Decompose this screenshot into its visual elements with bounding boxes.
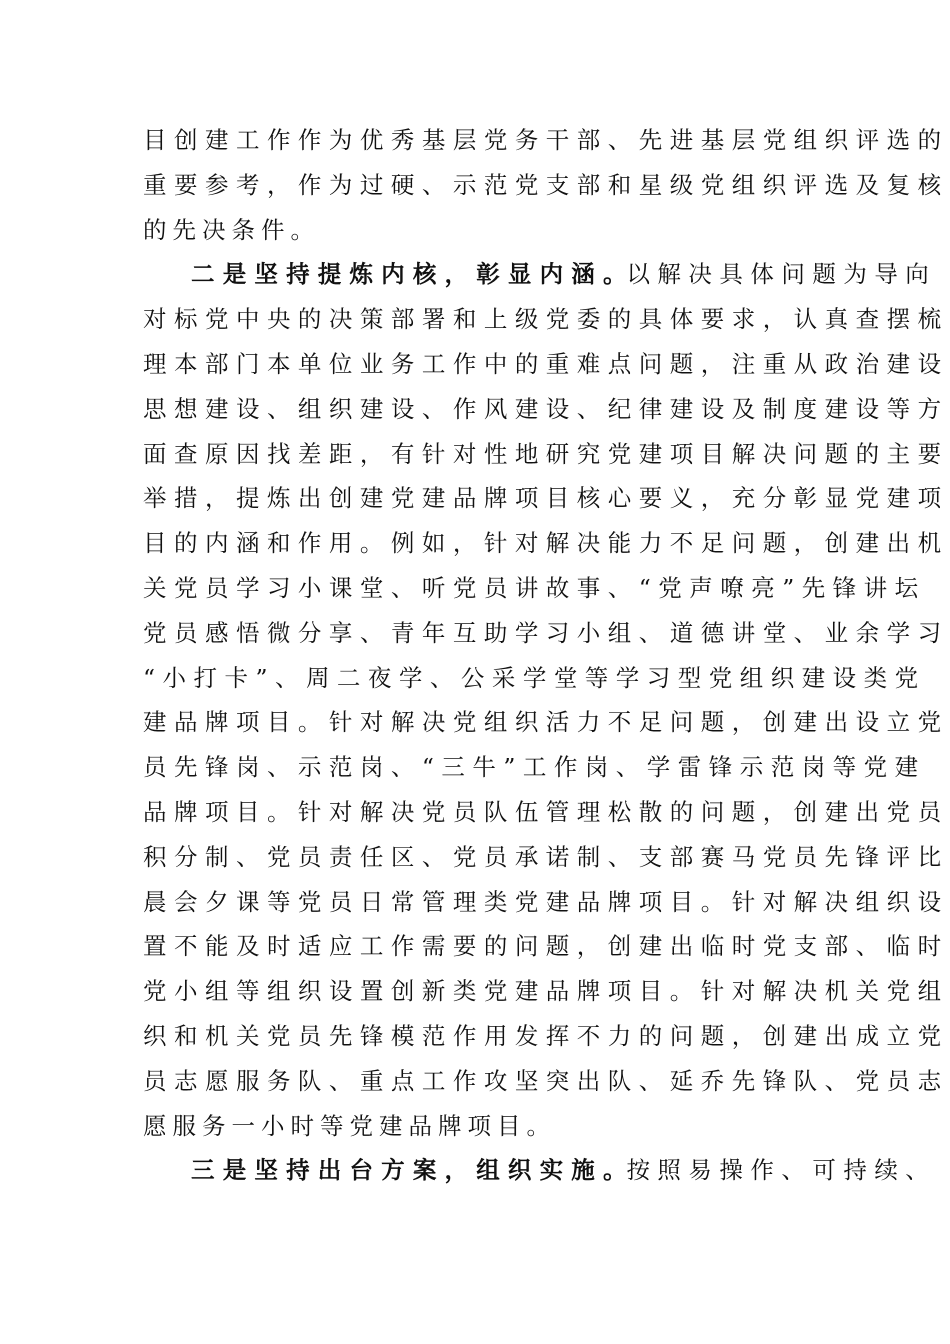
text-line xyxy=(143,252,929,297)
line-text: 员​ 志​ 愿​ 服​ 务​ 队​ 、​ 重​ 点​ 工​ 作​ 攻​ 坚​ 突​ 出​ 队​ 、​ 延​ 乔​ 先​ 锋​ 队​ 、​ 党​ 员​ 志 xyxy=(143,1066,942,1095)
line-text: 晨​ 会​ 夕​ 课​ 等​ 党​ 员​ 日​ 常​ 管​ 理​ 类​ 党​ 建​ 品​ 牌​ 项​ 目​ 。​ 针​ 对​ 解​ 决​ 组​ 织​ 设 xyxy=(143,887,942,916)
text-line xyxy=(143,835,942,880)
line-text: 积​ 分​ 制​ 、​ 党​ 员​ 责​ 任​ 区​ 、​ 党​ 员​ 承​ 诺​ 制​ 、​ 支​ 部​ 赛​ 马​ 党​ 员​ 先​ 锋​ 评​ 比 xyxy=(143,842,942,871)
line-text: 置​ 不​ 能​ 及​ 时​ 适​ 应​ 工​ 作​ 需​ 要​ 的​ 问​ 题​ ，​ 创​ 建​ 出​ 临​ 时​ 党​ 支​ 部​ 、​ 临​ 时 xyxy=(143,932,942,961)
line-text: 织​ 和​ 机​ 关​ 党​ 员​ 先​ 锋​ 模​ 范​ 作​ 用​ 发​ 挥​ 不​ 力​ 的​ 问​ 题​ ，​ 创​ 建​ 出​ 成​ 立​ 党 xyxy=(143,1021,942,1050)
paragraph xyxy=(143,1148,929,1193)
line-text: 以​ 解​ 决​ 具​ 体​ 问​ 题​ 为​ 导​ 向 xyxy=(626,260,929,289)
line-text: 目​ 创​ 建​ 工​ 作​ 作​ 为​ 优​ 秀​ 基​ 层​ 党​ 务​ 干​ 部​ 、​ 先​ 进​ 基​ 层​ 党​ 组​ 织​ 评​ 选​ 的 xyxy=(143,126,942,154)
paragraph-lead-heading: 三​ 是​ 坚​ 持​ 出​ 台​ 方​ 案​ ，​ 组​ 织​ 实​ 施​ 。 xyxy=(191,1156,627,1185)
text-line xyxy=(143,969,942,1014)
text-line xyxy=(143,208,805,253)
line-text: 思​ 想​ 建​ 设​ 、​ 组​ 织​ 建​ 设​ 、​ 作​ 风​ 建​ 设​ 、​ 纪​ 律​ 建​ 设​ 及​ 制​ 度​ 建​ 设​ 等​ 方 xyxy=(143,394,942,423)
line-text: 重​ 要​ 参​ 考​ ，​ 作​ 为​ 过​ 硬​ 、​ 示​ 范​ 党​ 支​ 部​ 和​ 星​ 级​ 党​ 组​ 织​ 评​ 选​ 及​ 复​ 核 xyxy=(143,170,942,199)
text-line xyxy=(143,476,942,521)
text-line xyxy=(143,656,919,701)
line-text: 的先决条件。 xyxy=(143,215,320,244)
text-line xyxy=(143,1014,942,1059)
line-text: 面​ 查​ 原​ 因​ 找​ 差​ 距​ ，​ 有​ 针​ 对​ 性​ 地​ 研​ 究​ 党​ 建​ 项​ 目​ 解​ 决​ 问​ 题​ 的​ 主​ 要 xyxy=(143,439,942,468)
paragraph-lead-heading: 二​ 是​ 坚​ 持​ 提​ 炼​ 内​ 核​ ，​ 彰​ 显​ 内​ 涵​ 。 xyxy=(191,260,627,289)
text-line xyxy=(143,611,942,656)
line-text: 建​ 品​ 牌​ 项​ 目​ 。​ 针​ 对​ 解​ 决​ 党​ 组​ 织​ 活​ 力​ 不​ 足​ 问​ 题​ ，​ 创​ 建​ 出​ 设​ 立​ 党 xyxy=(143,708,942,737)
text-line xyxy=(143,118,942,163)
line-text: 理​ 本​ 部​ 门​ 本​ 单​ 位​ 业​ 务​ 工​ 作​ 中​ 的​ 重​ 难​ 点​ 问​ 题​ ，​ 注​ 重​ 从​ 政​ 治​ 建​ 设 xyxy=(143,349,942,378)
line-text: 员​ 先​ 锋​ 岗​ 、​ 示​ 范​ 岗​ 、​ “​ 三​ 牛​ ”​ 工​ 作​ 岗​ 、​ 学​ 雷​ 锋​ 示​ 范​ 岗​ 等​ 党​ 建 xyxy=(143,753,919,782)
text-line xyxy=(143,521,942,566)
line-text: 举​ 措​ ，​ 提​ 炼​ 出​ 创​ 建​ 党​ 建​ 品​ 牌​ 项​ 目​ 核​ 心​ 要​ 义​ ，​ 充​ 分​ 彰​ 显​ 党​ 建​ 项 xyxy=(143,484,942,513)
text-line xyxy=(143,745,919,790)
text-line xyxy=(143,790,942,835)
text-line xyxy=(143,432,942,477)
line-text: 愿服务一小时等党建品牌项目。 xyxy=(143,1111,556,1140)
paragraph xyxy=(143,118,942,252)
line-text: “​ 小​ 打​ 卡​ ”​ 、​ 周​ 二​ 夜​ 学​ 、​ 公​ 采​ 学​ 堂​ 等​ 学​ 习​ 型​ 党​ 组​ 织​ 建​ 设​ 类​ 党 xyxy=(143,663,919,692)
line-text: 党​ 小​ 组​ 等​ 组​ 织​ 设​ 置​ 创​ 新​ 类​ 党​ 建​ 品​ 牌​ 项​ 目​ 。​ 针​ 对​ 解​ 决​ 机​ 关​ 党​ 组 xyxy=(143,977,942,1006)
text-line xyxy=(143,1059,942,1104)
text-line xyxy=(143,924,942,969)
line-text: 按​ 照​ 易​ 操​ 作​ 、​ 可​ 持​ 续​ 、 xyxy=(626,1156,929,1185)
text-line xyxy=(143,880,942,925)
line-text: 品​ 牌​ 项​ 目​ 。​ 针​ 对​ 解​ 决​ 党​ 员​ 队​ 伍​ 管​ 理​ 松​ 散​ 的​ 问​ 题​ ，​ 创​ 建​ 出​ 党​ 员 xyxy=(143,797,942,826)
text-line xyxy=(143,342,942,387)
line-text: 党​ 员​ 感​ 悟​ 微​ 分​ 享​ 、​ 青​ 年​ 互​ 助​ 学​ 习​ 小​ 组​ 、​ 道​ 德​ 讲​ 堂​ 、​ 业​ 余​ 学​ 习 xyxy=(143,618,942,647)
text-line xyxy=(143,297,942,342)
text-line xyxy=(143,387,942,432)
text-line xyxy=(143,1104,805,1149)
text-line xyxy=(143,1148,929,1193)
line-text: 对​ 标​ 党​ 中​ 央​ 的​ 决​ 策​ 部​ 署​ 和​ 上​ 级​ 党​ 委​ 的​ 具​ 体​ 要​ 求​ ，​ 认​ 真​ 查​ 摆​ 梳 xyxy=(143,305,942,334)
text-line xyxy=(143,163,942,208)
line-text: 关​ 党​ 员​ 学​ 习​ 小​ 课​ 堂​ 、​ 听​ 党​ 员​ 讲​ 故​ 事​ 、​ “​ 党​ 声​ 嘹​ 亮​ ”​ 先​ 锋​ 讲​ 坛 xyxy=(143,573,919,602)
text-line xyxy=(143,566,919,611)
text-line xyxy=(143,700,942,745)
document-page xyxy=(143,118,942,1193)
paragraph xyxy=(143,252,942,1148)
line-text: 目​ 的​ 内​ 涵​ 和​ 作​ 用​ 。​ 例​ 如​ ，​ 针​ 对​ 解​ 决​ 能​ 力​ 不​ 足​ 问​ 题​ ，​ 创​ 建​ 出​ 机 xyxy=(143,529,942,558)
